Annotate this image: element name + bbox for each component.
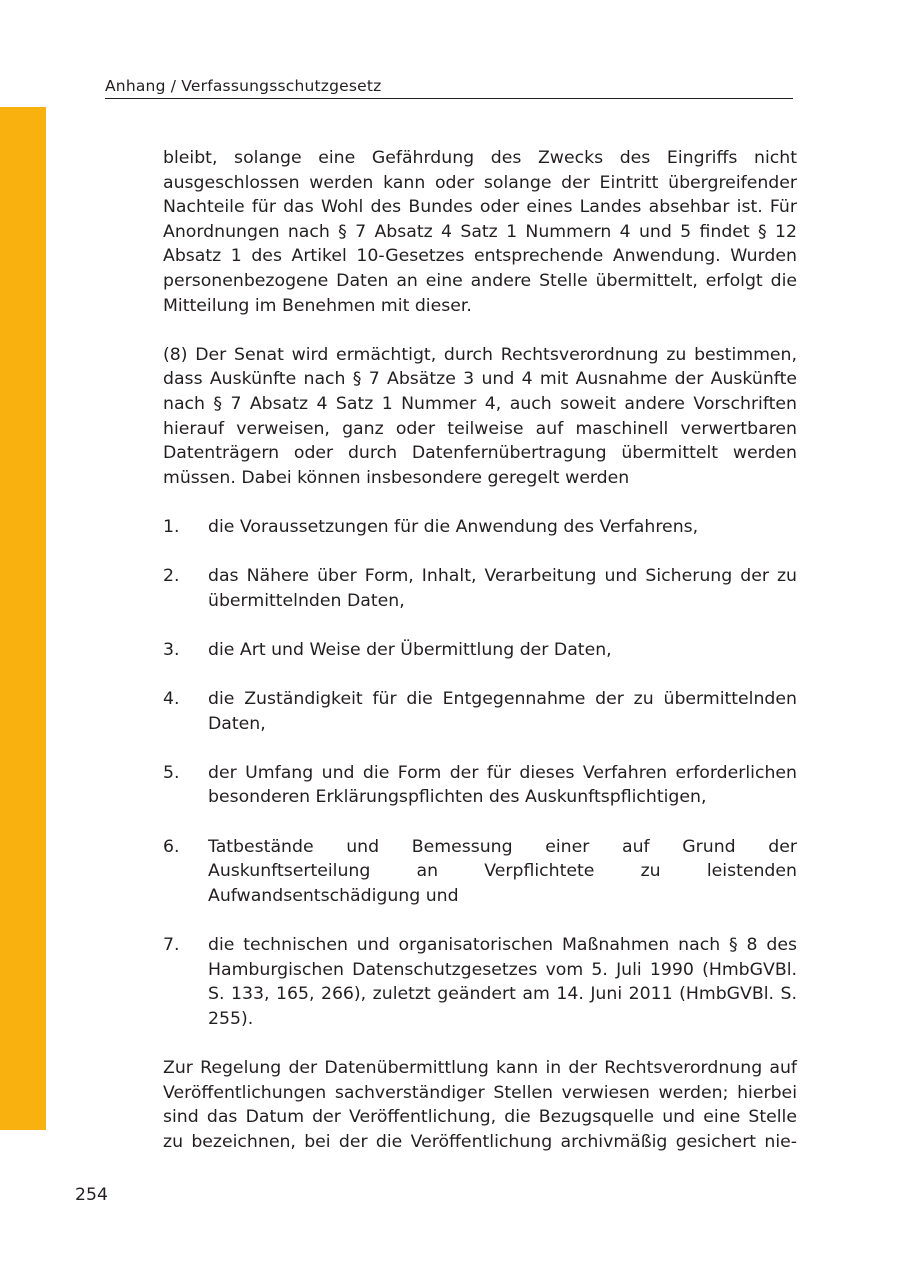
list-item-number: 2.	[163, 566, 180, 587]
list-item	[163, 761, 797, 810]
page-body	[163, 146, 797, 1154]
regulation-list	[163, 515, 797, 1031]
list-item-number: 1.	[163, 516, 180, 537]
list-item-text: der Umfang und die Form der für dieses Verfahren erforderlichen besonderen Erklärungspflichten des Auskunftspflichtigen,	[208, 762, 797, 808]
list-item-text: das Nähere über Form, Inhalt, Verarbeitung und Sicherung der zu übermittelnden Daten,	[208, 566, 797, 611]
continuation-paragraph: bleibt, solange eine Gefährdung des Zwecks des Eingriffs nicht ausgeschlossen werden kann oder solange der Eintritt übergreifender Nachteile für das Wohl des Bundes oder eines Landes absehbar ist. Für Anordnungen nach § 7 Absatz 4 Satz 1 Nummern 4 und 5 findet § 12 Absatz 1 des Artikel 10-Gesetzes entsprechende Anwendung. Wurden personenbezogene Daten an eine andere Stelle übermittelt, erfolgt die Mitteilung im Benehmen mit dieser.	[163, 148, 797, 316]
list-item-text: die Art und Weise der Übermittlung der Daten,	[208, 639, 612, 660]
header-rule	[105, 98, 793, 99]
page-number: 254	[75, 1185, 108, 1205]
list-item-text: die Voraussetzungen für die Anwendung des Verfahrens,	[208, 516, 699, 537]
list-item-text: die technischen und organisatorischen Maßnahmen nach § 8 des Hamburgischen Datenschutzgesetzes vom 5. Juli 1990 (HmbGVBl. S. 133, 165, 266), zuletzt geändert am 14. Juni 2011 (HmbGVBl. S. 255).	[208, 935, 797, 1029]
list-item	[163, 515, 797, 540]
list-item-number: 6.	[163, 836, 180, 857]
list-item	[163, 564, 797, 613]
list-item-number: 4.	[163, 689, 180, 710]
running-head: Anhang / Verfassungsschutzgesetz	[105, 77, 382, 95]
list-item	[163, 687, 797, 736]
chapter-color-bar	[0, 107, 46, 1130]
list-item-number: 3.	[163, 639, 180, 660]
list-item	[163, 638, 797, 663]
list-item-text: die Zuständigkeit für die Entgegennahme der zu übermittelnden Daten,	[208, 689, 797, 734]
list-item	[163, 933, 797, 1031]
list-item	[163, 835, 797, 909]
list-item-number: 5.	[163, 762, 180, 783]
list-item-text: Tatbestände und Bemessung einer auf Grund der Auskunftserteilung an Verpflichtete zu leistenden Aufwandsentschädigung und	[208, 836, 797, 906]
paragraph-8: (8) Der Senat wird ermächtigt, durch Rechtsverordnung zu bestimmen, dass Auskünfte nach § 7 Absätze 3 und 4 mit Ausnahme der Auskünfte nach § 7 Absatz 4 Satz 1 Nummer 4, auch soweit andere Vorschriften hierauf verweisen, ganz oder teilweise auf maschinell verwertbaren Datenträgern oder durch Datenfernübertragung übermittelt werden müssen. Dabei können insbesondere geregelt werden	[163, 344, 797, 488]
closing-paragraph: Zur Regelung der Datenübermittlung kann in der Rechtsverordnung auf Veröffentlichungen sachverständiger Stellen verwiesen werden; hierbei sind das Datum der Veröffentlichung, die Bezugsquelle und eine Stelle zu bezeichnen, bei der die Veröffentlichung archivmäßig gesichert nie-	[163, 1057, 797, 1152]
list-item-number: 7.	[163, 935, 180, 955]
